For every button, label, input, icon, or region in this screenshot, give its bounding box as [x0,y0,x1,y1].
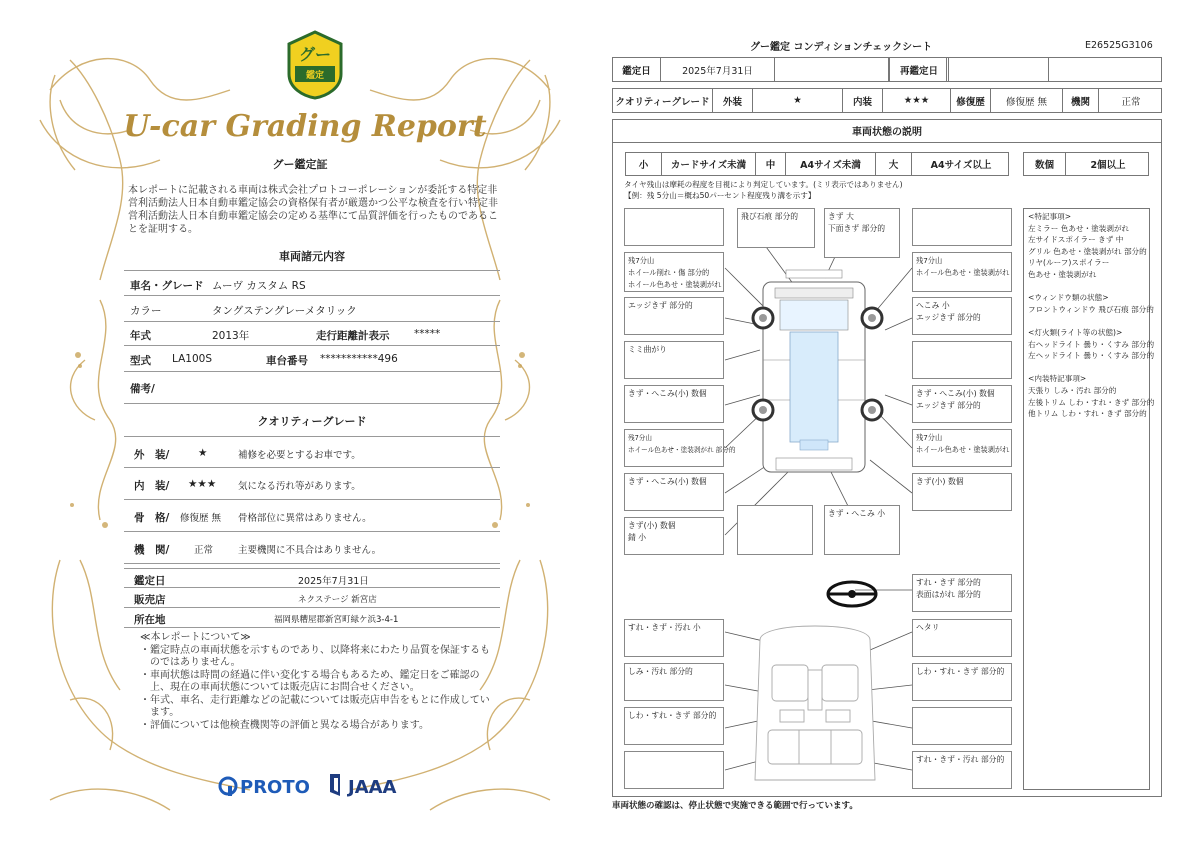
spec-row-color: カラー タングステングレーメタリック [124,296,500,322]
tire-note-1: タイヤ残山は摩耗の程度を目視により判定しています。(ミリ表示ではありません) [624,180,903,189]
exterior-note-box: きず・へこみ(小) 数個 [624,385,724,423]
exterior-note-box: きず・へこみ(小) 数個 エッジきず 部分的 [912,385,1012,423]
sheet-footer-note: 車両状態の確認は、停止状態で実施できる範囲で行っています。 [612,801,858,811]
exterior-note-box: きず・へこみ(小) 数個 [624,473,724,511]
exterior-note-box: きず・へこみ 小 [824,505,900,555]
info-row-address: 所在地 福岡県糟屋郡新宮町緑ケ浜3-4-1 [124,608,500,628]
exterior-note-box: きず(小) 数個 錆 小 [624,517,724,555]
note-line: 左サイドスポイラー きず 中 [1028,235,1124,245]
svg-text:PROTO: PROTO [240,777,310,798]
quality-row-exterior: 外 装/ ★ 補修を必要とするお車です。 [124,436,500,468]
note-line: 左後トリム しわ・すれ・きず 部分的 [1028,397,1155,407]
goo-appraisal-badge-icon [285,30,345,100]
certificate-title: グー鑑定証 [272,158,328,171]
quality-row-frame: 骨 格/ 修復歴 無 骨格部位に異常はありません。 [124,500,500,532]
spec-row-year: 年式 2013年 走行距離計表示 ***** [124,322,500,346]
tire-note-2: 【例：残 5分山＝概ね50パーセント程度残り溝を示す】 [624,191,816,200]
interior-note-box: すれ・きず・汚れ 部分的 [912,751,1012,789]
info-row-dealer: 販売店 ネクステージ 新宮店 [124,588,500,608]
svg-text:グー: グー [298,45,332,64]
exterior-note-box: 残7分山 ホイール色あせ・塗装剥がれ 部分的 [624,429,724,467]
note-line: <内装特記事項> [1028,374,1087,384]
spec-row-model: 型式 LA100S 車台番号 ***********496 [124,346,500,372]
exterior-note-box: きず(小) 数個 [912,473,1012,511]
report-title-logo [123,100,487,150]
condition-section-title: 車両状態の説明 [612,119,1162,143]
quality-row-interior: 内 装/ ★★★ 気になる汚れ等があります。 [124,468,500,500]
interior-note-box [912,707,1012,745]
exterior-note-box [912,341,1012,379]
exterior-note-box: 残7分山 ホイール削れ・傷 部分的 ホイール色あせ・塗装剥がれ [624,252,724,292]
spec-row-name: 車名・グレード ムーヴ カスタム RS [124,270,500,296]
quality-row-engine: 機 関/ 正常 主要機関に不具合はありません。 [124,532,500,564]
exterior-note-box: エッジきず 部分的 [624,297,724,335]
exterior-note-box [737,505,813,555]
interior-note-box: ヘタリ [912,619,1012,657]
car-interior-top-view [755,626,875,780]
note-line [1028,362,1145,374]
svg-text:JAAA: JAAA [348,777,397,798]
note-line [1028,281,1145,293]
note-line: フロントウィンドウ 飛び石痕 部分的 [1028,304,1154,314]
interior-note-box [624,751,724,789]
certificate-statement: 本レポートに記載される車両は株式会社プロトコーポレーションが委託する特定非営利活動法人日本自動車鑑定協会の資格保有者が厳選かつ公平な検査を行い特定非営利活動法人日本自動車鑑定協会の定める基準にて品質評価を行ったものであることを証明する。 [128,185,498,235]
note-line: 天張り しみ・汚れ 部分的 [1028,385,1117,395]
condition-check-sheet [600,0,1200,848]
note-line: グリル 色あせ・塗装剥がれ 部分的 [1028,246,1147,256]
note-line: 色あせ・塗装剥がれ [1028,269,1097,279]
note-line: 左ミラー 色あせ・塗装剥がれ [1028,223,1130,233]
exterior-note-box: 残7分山 ホイール色あせ・塗装剥がれ [912,252,1012,292]
exterior-note-box: きず 大 下面きず 部分的 [824,208,900,258]
exterior-note-box: へこみ 小 エッジきず 部分的 [912,297,1012,335]
quality-grade-row: クオリティーグレード 外装 ★ 内装 ★★★ 修復歴 修復歴 無 機関 正常 [612,88,1162,113]
proto-logo-icon [220,777,310,798]
interior-note-box: しみ・汚れ 部分的 [624,663,724,701]
note-line: リヤ(ルーフ)スポイラー [1028,258,1110,268]
exterior-note-box: 飛び石痕 部分的 [737,208,815,248]
svg-text:鑑定: 鑑定 [305,71,325,81]
document-id: E26525G3106 [1085,40,1153,51]
exterior-note-box [912,208,1012,246]
note-line [1028,315,1145,327]
info-row-date: 鑑定日 2025年7月31日 [124,568,500,588]
about-item: ・車両状態は時間の経過に伴い変化する場合もあるため、鑑定日をご確認の上、現在の車両状態については販売店にお問合せください。 [140,669,480,693]
spec-section-title: 車両諸元内容 [279,250,345,263]
exterior-note-box: ミミ曲がり [624,341,724,379]
interior-note-box: すれ・きず・汚れ 小 [624,619,724,657]
header-row: 鑑定日 2025年7月31日 再鑑定日 [612,57,1162,82]
interior-note-box: しわ・すれ・きず 部分的 [912,663,1012,701]
about-item: ・年式、車名、走行距離などの記載については販売店申告をもとに作成しています。 [140,694,490,718]
about-item: ・鑑定時点の車両状態を示すものであり、以降将来にわたり品質を保証するものではありません。 [140,644,490,668]
interior-note-box: すれ・きず 部分的 表面はがれ 部分的 [912,574,1012,612]
jaaa-logo-icon [330,774,397,798]
partner-logos [218,770,418,800]
about-item: ・評価については他検査機関等の評価と異なる場合があります。 [140,719,429,731]
exterior-note-box [624,208,724,246]
interior-note-box: しわ・すれ・きず 部分的 [624,707,724,745]
size-legend: 小 カードサイズ未満 中 A4サイズ未満 大 A4サイズ以上 [625,152,1009,176]
note-line: <特記事項> [1028,212,1072,221]
steering-wheel-icon [828,582,876,606]
about-report-notes: ≪本レポートについて≫ ・鑑定時点の車両状態を示すものであり、以降将来にわたり品質を保証するものではありません。 ・車両状態は時間の経過に伴い変化する場合もあるため、鑑定日をご確認の上、現在の車両状態については販売店にお問合せください。 ・年式、車名、走行距離などの記載については販売店申告をもとに作成しています。 ・評価については他検査機関等の評価と異なる場合があります。 [140,632,495,732]
note-line: 左ヘッドライト 曇り・くすみ 部分的 [1028,351,1155,361]
special-notes-panel [1023,208,1155,790]
note-line: <ウィンドウ類の状態> [1028,293,1109,303]
car-exterior-top-view [763,270,865,472]
note-line: <灯火類(ライト等の状態)> [1028,327,1123,337]
sheet-title: グー鑑定 コンディションチェックシート [750,42,933,53]
count-legend: 数個 2個以上 [1023,152,1149,176]
note-line: 他トリム しわ・すれ・きず 部分的 [1028,409,1147,419]
exterior-note-box: 残7分山 ホイール色あせ・塗装剥がれ [912,429,1012,467]
svg-text:U-car Grading Report: U-car Grading Report [123,109,487,144]
note-line: 右ヘッドライト 曇り・くすみ 部分的 [1028,339,1155,349]
quality-section-title: クオリティーグレード [257,415,367,428]
spec-row-remarks: 備考/ [124,372,500,404]
